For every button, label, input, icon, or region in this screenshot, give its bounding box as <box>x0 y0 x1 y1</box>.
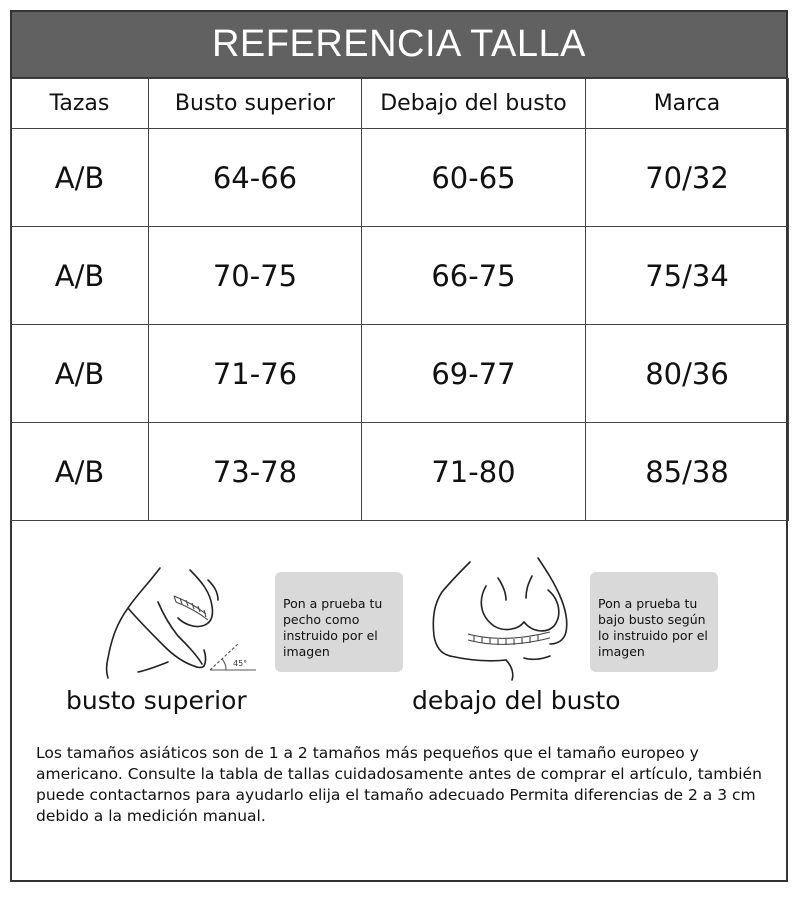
debajo-del-busto-note-text: Pon a prueba tu bajo busto según lo instruido por el imagen <box>598 596 708 659</box>
cell-debajo-del-busto: 60-65 <box>362 129 586 227</box>
size-table <box>10 78 789 521</box>
column-header-tazas: Tazas <box>11 79 149 129</box>
debajo-del-busto-note <box>590 572 718 672</box>
cell-debajo-del-busto: 71-80 <box>362 423 586 521</box>
busto-superior-illustration <box>98 562 263 682</box>
column-header-marca: Marca <box>586 79 789 129</box>
debajo-del-busto-illustration <box>428 556 578 684</box>
table-row <box>11 227 789 325</box>
busto-superior-note <box>275 572 403 672</box>
cell-debajo-del-busto: 66-75 <box>362 227 586 325</box>
busto-superior-label: busto superior <box>66 686 247 715</box>
cell-marca: 70/32 <box>586 129 789 227</box>
column-header-debajo-del-busto: Debajo del busto <box>362 79 586 129</box>
cell-tazas: A/B <box>11 423 149 521</box>
table-header-row <box>11 79 789 129</box>
cell-busto-superior: 71-76 <box>149 325 362 423</box>
table-row <box>11 325 789 423</box>
debajo-del-busto-label: debajo del busto <box>412 686 621 715</box>
table-row <box>11 129 789 227</box>
page-title: REFERENCIA TALLA <box>211 23 587 65</box>
busto-superior-note-text: Pon a prueba tu pecho como instruido por el imagen <box>283 596 383 659</box>
cell-marca: 85/38 <box>586 423 789 521</box>
column-header-busto-superior: Busto superior <box>149 79 362 129</box>
cell-tazas: A/B <box>11 227 149 325</box>
cell-busto-superior: 64-66 <box>149 129 362 227</box>
cell-marca: 80/36 <box>586 325 789 423</box>
cell-tazas: A/B <box>11 325 149 423</box>
cell-busto-superior: 70-75 <box>149 227 362 325</box>
angle-label: 45° <box>233 659 248 668</box>
table-row <box>11 423 789 521</box>
cell-debajo-del-busto: 69-77 <box>362 325 586 423</box>
cell-tazas: A/B <box>11 129 149 227</box>
cell-marca: 75/34 <box>586 227 789 325</box>
header-bar <box>10 10 788 79</box>
disclaimer-text: Los tamaños asiáticos son de 1 a 2 tamaños más pequeños que el tamaño europeo y americano. Consulte la tabla de tallas cuidadosamente antes de comprar el artículo, también puede contactarnos para ayudarlo elija el tamaño adecuado Permita diferencias de 2 a 3 cm debido a la medición manual. <box>36 744 762 825</box>
cell-busto-superior: 73-78 <box>149 423 362 521</box>
